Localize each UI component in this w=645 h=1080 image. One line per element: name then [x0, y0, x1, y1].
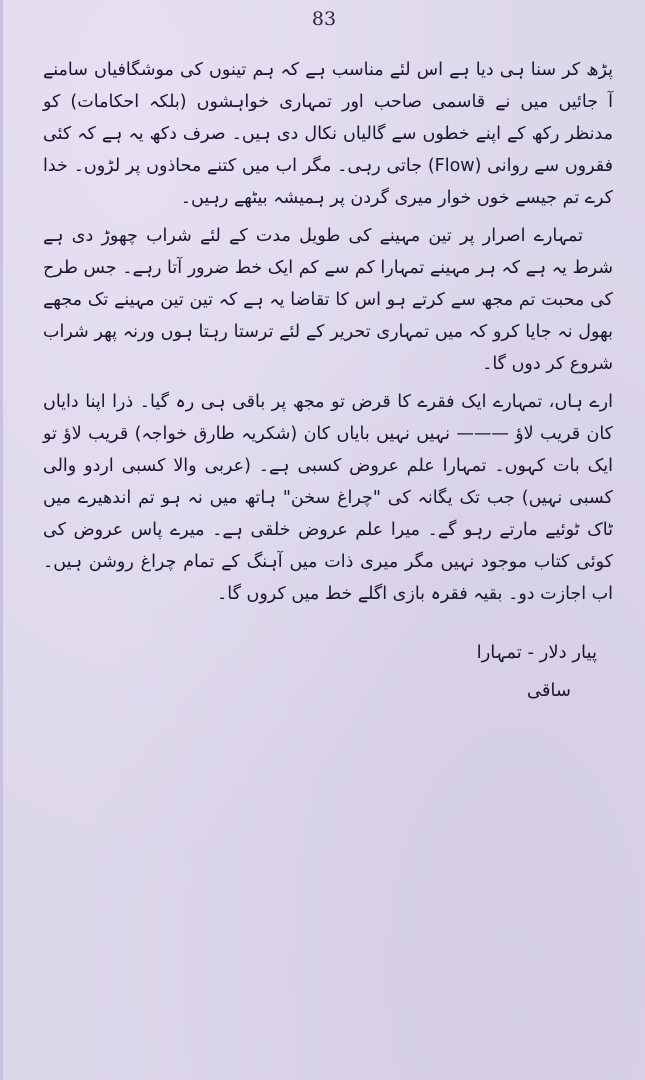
signature: ساقی: [526, 680, 571, 701]
paragraph: ارے ہاں، تمہارے ایک فقرے کا قرض تو مجھ پر باقی ہی رہ گیا۔ ذرا اپنا دایاں کان قریب لاؤ ——— نہیں نہیں بایاں کان (شکریہ طارق خواجہ) قریب لاؤ تو ایک بات کہوں۔ تمہارا علم عروض کسبی ہے۔ (عربی والا کسبی اردو والی کسبی نہیں) جب تک یگانہ کی "چراغ سخن" ہاتھ میں نہ ہو تم اندھیرے میں ٹاک ٹوئیے مارتے رہو گے۔ میرا علم عروض خلقی ہے۔ میرے پاس عروض کی کوئی کتاب موجود نہیں مگر میری ذات میں آہنگ کے تمام چراغ روشن ہیں۔ اب اجازت دو۔ بقیہ فقرہ بازی اگلے خط میں کروں گا۔: [43, 392, 613, 604]
paragraph: تمہارے اصرار پر تین مہینے کی طویل مدت کے لئے شراب چھوڑ دی ہے شرط یہ ہے کہ ہر مہینے تمہارا کم سے کم ایک خط ضرور آتا رہے۔ جس طرح کی محبت تم مجھ سے کرتے ہو اس کا تقاضا یہ ہے کہ تین تین مہینے تک مجھے بھول نہ جایا کرو کہ میں تمہاری تحریر کے لئے ترستا رہتا ہوں ورنہ پھر شراب شروع کر دوں گا۔: [43, 226, 613, 374]
closing-line: پیار دلار - تمہارا: [476, 642, 597, 663]
closing: [477, 634, 597, 710]
page-number: 83: [311, 8, 337, 30]
letter-body: [43, 54, 613, 616]
paragraph: پڑھ کر سنا ہی دیا ہے اس لئے مناسب ہے کہ ہم تینوں کی موشگافیاں سامنے آ جائیں میں نے قاسمی صاحب اور تمہاری خواہشوں (بلکہ احکامات) کو مدنظر رکھ کے اپنے خطوں سے گالیاں نکال دی ہیں۔ صرف دکھ یہ ہے کہ کئی فقروں سے روانی (Flow) جاتی رہی۔ مگر اب میں کتنے محاذوں پر لڑوں۔ خدا کرے تم جیسے خوں خوار میری گردن پر ہمیشہ بیٹھے رہیں۔: [43, 60, 613, 208]
